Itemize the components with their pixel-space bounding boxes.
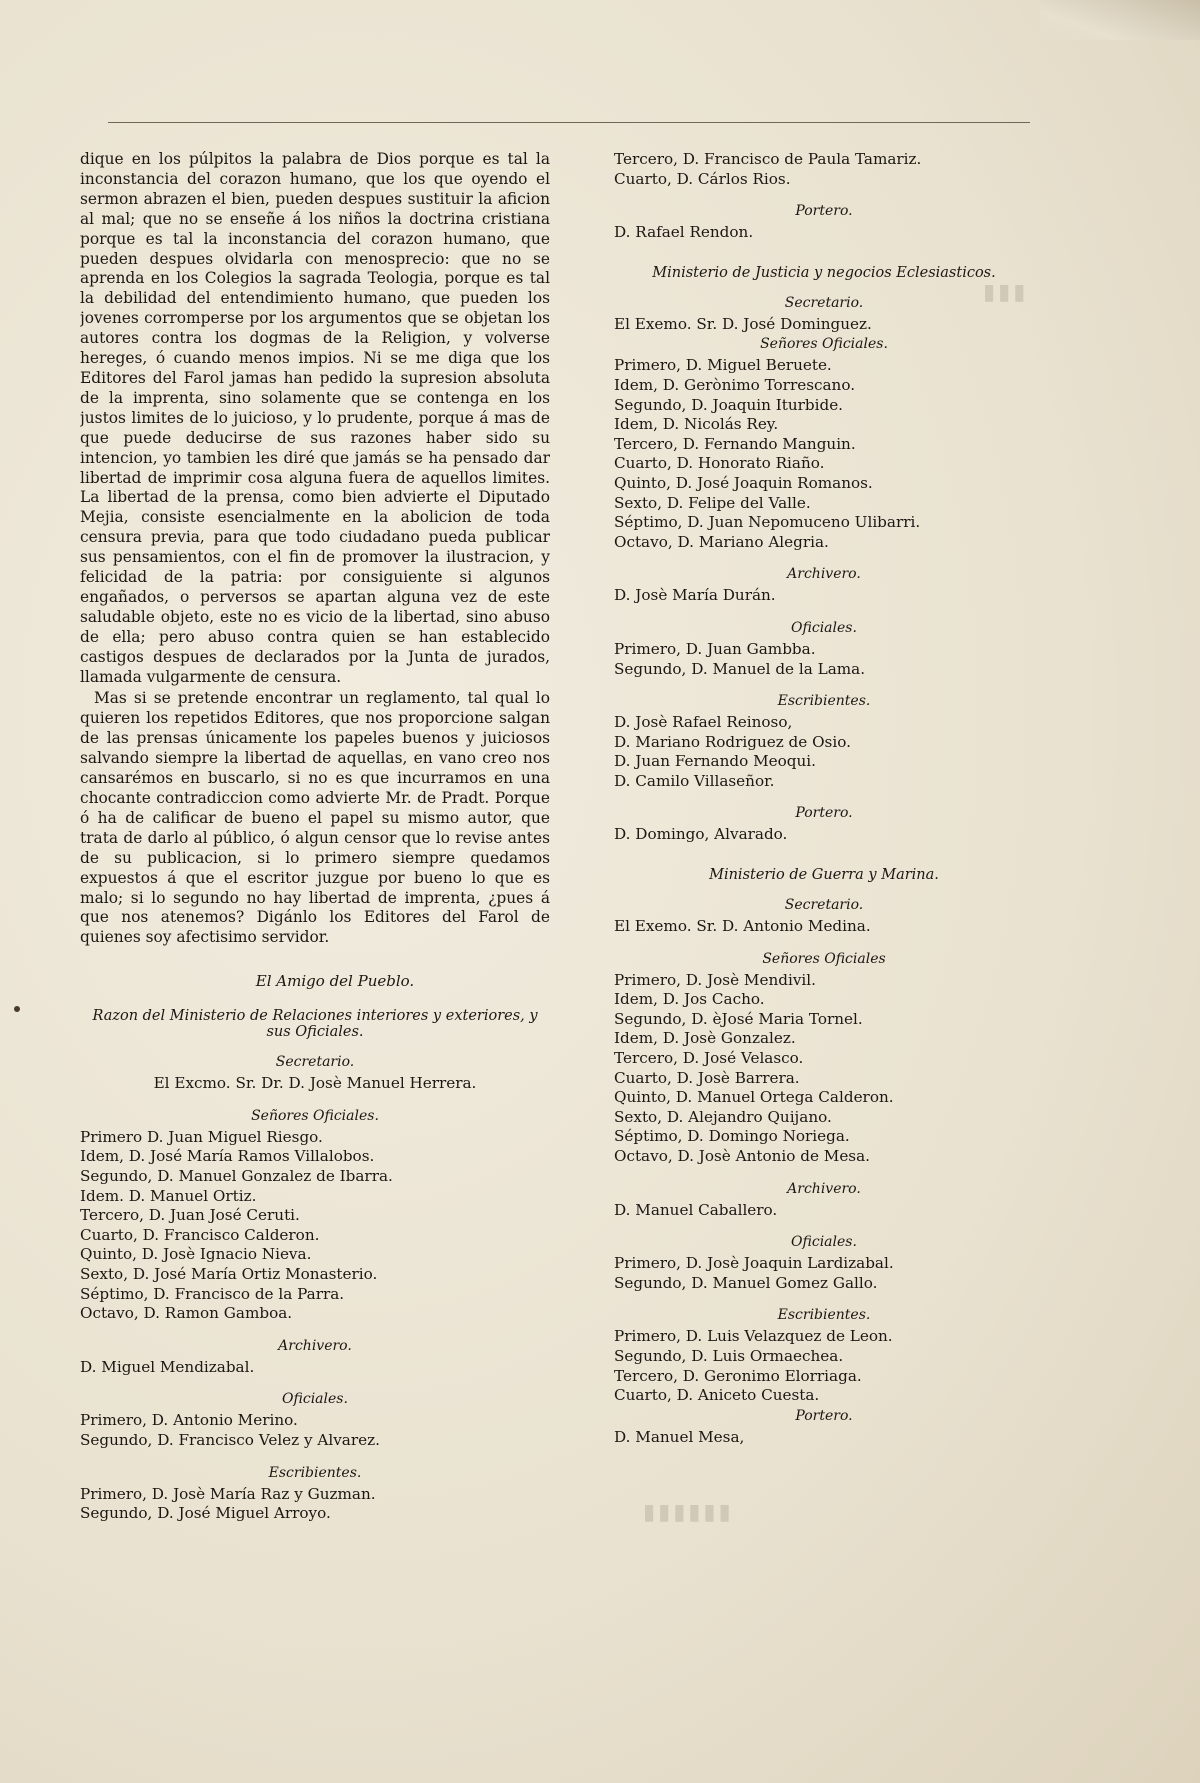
list-item: Séptimo, D. Juan Nepomuceno Ulibarri. [614,513,921,532]
secretario-name: El Excmo. Sr. Dr. D. Josè Manuel Herrera. [153,1074,477,1093]
list-item: Cuarto, D. Francisco Calderon. [80,1225,320,1244]
list-item: Cuarto, D. Cárlos Rios. [614,169,791,188]
list-item: Idem, D. Josè Gonzalez. [614,1029,796,1048]
oficiales-label: Oficiales. [282,1391,348,1408]
senores-list [80,1128,550,1324]
list-item: Primero, D. Juan Gambba. [614,639,816,658]
secretario-label: Secretario. [784,294,864,311]
list-item: Séptimo, D. Francisco de la Parra. [80,1284,345,1303]
list-item: Primero, D. Miguel Beruete. [614,356,832,375]
ministry-title: Ministerio de Guerra y Marina. [709,867,939,884]
secretario-label: Secretario. [784,897,864,914]
secretario-name: El Exemo. Sr. D. José Dominguez. [614,314,872,333]
list-item: Idem. D. Manuel Ortiz. [80,1186,257,1205]
oficiales-label: Oficiales. [791,619,857,636]
list-item: Idem, D. Gerònimo Torrescano. [614,375,856,394]
list-item: Primero, D. Josè María Raz y Guzman. [80,1484,376,1503]
escribientes-label: Escribientes. [268,1464,362,1481]
list-item: Sexto, D. Felipe del Valle. [614,493,811,512]
list-item: Segundo, D. Luis Ormaechea. [614,1346,844,1365]
list-item: Primero D. Juan Miguel Riesgo. [80,1127,323,1146]
left-column [80,150,550,1750]
portero-label: Portero. [795,1407,853,1424]
list-item: D. Mariano Rodriguez de Osio. [614,732,851,751]
list-item: Sexto, D. José María Ortiz Monasterio. [80,1265,378,1283]
portero-name: D. Rafael Rendon. [614,223,754,242]
list-item: Segundo, D. Manuel Gonzalez de Ibarra. [80,1167,393,1186]
list-item: Idem, D. José María Ramos Villalobos. [80,1147,375,1166]
list-item: Segundo, D. José Miguel Arroyo. [80,1504,331,1523]
list-item: Octavo, D. Ramon Gamboa. [80,1304,293,1323]
list-item: Sexto, D. Alejandro Quijano. [614,1107,832,1126]
right-column [614,150,1034,1750]
list-item: Tercero, D. Juan José Ceruti. [80,1206,300,1225]
list-item: Segundo, D. Joaquin Iturbide. [614,395,844,414]
list-item: Quinto, D. Josè Ignacio Nieva. [80,1245,312,1264]
bleed-through-mark: ▮▮▮ [980,280,1026,305]
list-item: Primero, D. Josè Joaquin Lardizabal. [614,1254,894,1273]
list-item: Cuarto, D. Honorato Riaño. [614,454,825,473]
list-item: Quinto, D. Manuel Ortega Calderon. [614,1088,894,1107]
top-rule [108,122,1030,123]
list-item: Segundo, D. Francisco Velez y Alvarez. [80,1430,380,1449]
secretario-label: Secretario. [275,1054,355,1071]
signature: El Amigo del Pueblo. [255,972,415,991]
senores-label: Señores Oficiales. [251,1107,379,1124]
letter-body [80,150,550,948]
escribientes-label: Escribientes. [777,1307,871,1324]
archivero-name: D. Manuel Caballero. [614,1200,778,1219]
archivero-name: D. Miguel Mendizabal. [80,1357,255,1376]
bleed-through-mark: ▮▮▮▮▮▮ [640,1500,731,1525]
list-item: Octavo, D. Josè Antonio de Mesa. [614,1147,870,1165]
secretario-name: El Exemo. Sr. D. Antonio Medina. [614,917,871,936]
senores-list [614,356,1034,552]
list-item: Quinto, D. José Joaquin Romanos. [614,473,873,492]
senores-list [614,971,1034,1167]
list-item: Cuarto, D. Aniceto Cuesta. [614,1386,820,1405]
folded-corner [1040,0,1200,40]
prose-paragraph: dique en los púlpitos la palabra de Dios porque es tal la inconstancia del corazon humano, que los que oyendo el sermon abrazen el bien, pueden despues sustituir la aficion al mal; que no se enseñe á los niños la doctrina cristiana porque es tal la inconstancia del corazon humano, que pueden despues olvidarla con menosprecio: que no se aprenda en los Colegios la sagrada Teologia, porque es tal la debilidad del entendimiento humano, que pueden los jovenes corromperse por los argumentos que se objetan los autores contra los dogmas de la Religion, y volverse hereges, ó cuando menos impios. Ni se me diga que los Editores del Farol jamas han pedido la supresion absoluta de la imprenta, sino solamente que se contenga en los justos limites de lo juicioso, y lo prudente, porque á mas de que puede deducirse de sus razones haber sido su intencion, yo tambien les diré que jamás se ha pensado dar libertad de imprimir cosa alguna fuera de aquellos limites. La libertad de la prensa, como bien advierte el Diputado Mejia, consiste esencialmente en la abolicion de toda censura previa, para que todo ciudadano pueda publicar sus pensamientos, con el fin de promover la ilustracion, y felicidad de la patria: por consiguiente si algunos engañados, o perversos se apartan alguna vez de este saludable objeto, este no es vicio de la libertad, sino abuso de ella; pero abuso contra quien se han establecido castigos despues de declarados por la Junta de jurados, llamada vulgarmente de censura. [80,150,550,686]
archivero-name: D. Josè María Durán. [614,586,776,605]
senores-label: Señores Oficiales. [760,336,888,353]
list-item: D. Camilo Villaseñor. [614,771,775,790]
list-item: Segundo, D. Manuel de la Lama. [614,659,866,678]
prose-paragraph: Mas si se pretende encontrar un reglamento, tal qual lo quieren los repetidos Editores, que nos proporcione salgan de las prensas únicamente los papeles buenos y juiciosos salvando siempre la libertad de aquellas, en vano creo nos cansarémos en buscarlo, si no es que incurramos en una chocante contradiccion como advierte Mr. de Pradt. Porque ó ha de calificar de bueno el papel su mismo autor, que trata de darlo al público, ó algun censor que lo revise antes de su publicacion, si lo primero siempre quedamos expuestos á que el escritor juzgue por bueno lo que es malo; si lo segundo no hay libertad de imprenta, ¿pues á que nos atenemos? Digánlo los Editores del Farol de quienes soy afectisimo servidor. [80,689,550,947]
ministry-title: Razon del Ministerio de Relaciones interiores y exteriores, y sus Oficiales. [92,1008,538,1041]
list-item: Octavo, D. Mariano Alegria. [614,532,829,551]
list-item: Segundo, D. Manuel Gomez Gallo. [614,1273,878,1292]
list-item: D. Juan Fernando Meoqui. [614,752,816,771]
archivero-label: Archivero. [787,1180,861,1197]
portero-label: Portero. [795,805,853,822]
ministry-title: Ministerio de Justicia y negocios Eclesiasticos. [652,264,996,281]
portero-name: D. Manuel Mesa, [614,1427,745,1446]
list-item: Idem, D. Nicolás Rey. [614,415,779,434]
list-item: Tercero, D. Francisco de Paula Tamariz. [614,150,922,168]
list-item: Segundo, D. èJosé Maria Tornel. [614,1009,863,1028]
archivero-label: Archivero. [787,566,861,583]
list-item: Tercero, D. José Velasco. [614,1049,804,1068]
archivero-label: Archivero. [278,1337,352,1354]
list-item: Primero, D. Josè Mendivil. [614,970,816,989]
list-item: Primero, D. Antonio Merino. [80,1411,298,1430]
list-item: Cuarto, D. Josè Barrera. [614,1068,800,1087]
portero-name: D. Domingo, Alvarado. [614,825,788,844]
list-item: Séptimo, D. Domingo Noriega. [614,1127,850,1146]
senores-label: Señores Oficiales [762,950,886,967]
list-item: Idem, D. Jos Cacho. [614,990,765,1009]
list-item: Tercero, D. Fernando Manguin. [614,434,856,453]
list-item: D. Josè Rafael Reinoso, [614,713,793,732]
list-item: Tercero, D. Geronimo Elorriaga. [614,1366,862,1385]
portero-label: Portero. [795,203,853,220]
ink-stain [14,1006,20,1012]
oficiales-label: Oficiales. [791,1234,857,1251]
escribientes-label: Escribientes. [777,693,871,710]
list-item: Primero, D. Luis Velazquez de Leon. [614,1327,893,1346]
